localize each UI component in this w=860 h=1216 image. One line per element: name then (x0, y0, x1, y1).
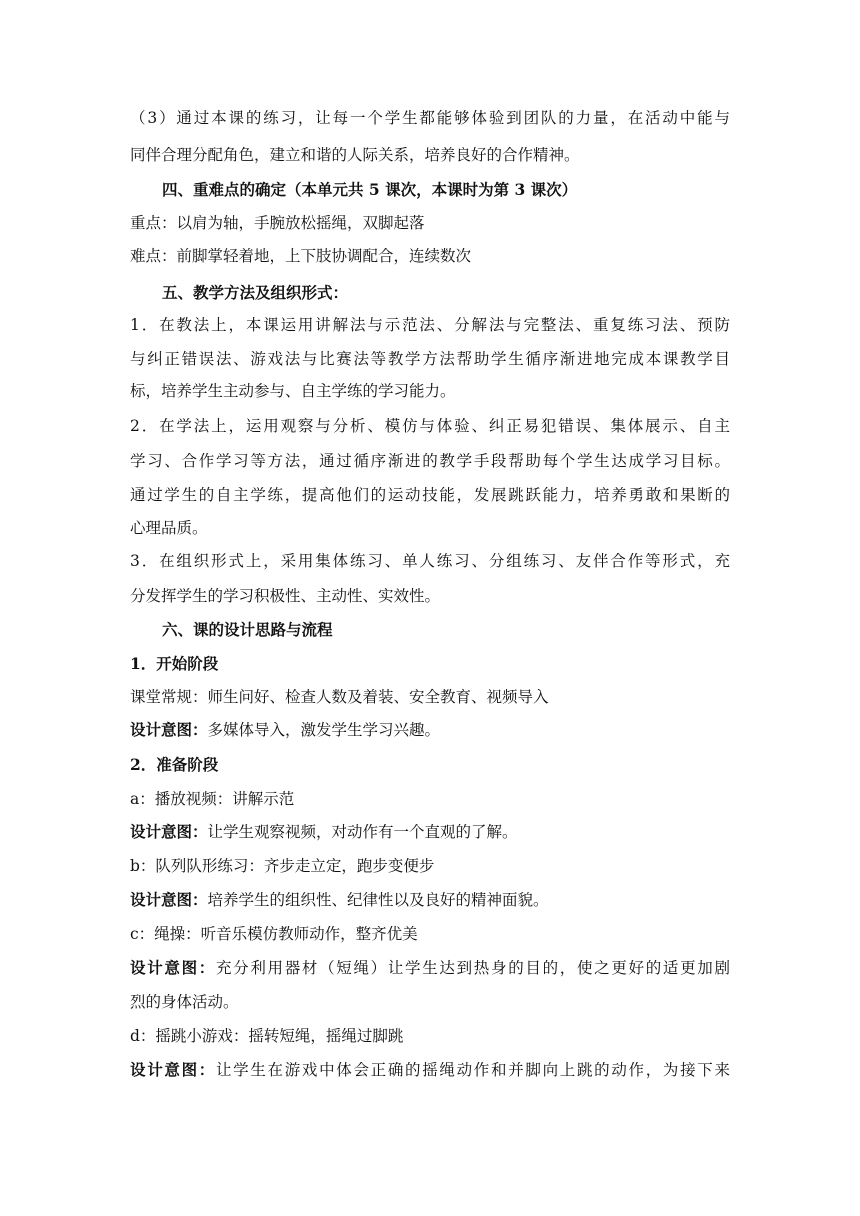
stage-heading: 2．准备阶段 (130, 755, 219, 774)
paragraph-line: 难点：前脚掌轻着地，上下肢协调配合，连续数次 (130, 247, 472, 265)
section-heading: 四、重难点的确定（本单元共 5 课次，本课时为第 3 课次） (162, 180, 578, 199)
paragraph-line: 与纠正错误法、游戏法与比赛法等教学方法帮助学生循序渐进地完成本课教学目 (130, 350, 730, 368)
paragraph-line: 分发挥学生的学习积极性、主动性、实效性。 (130, 587, 441, 605)
paragraph-line: 标，培养学生主动参与、自主学练的学习能力。 (130, 382, 456, 400)
paragraph-line: 通过学生的自主学练，提高他们的运动技能，发展跳跃能力，培养勇敢和果断的 (130, 486, 730, 504)
design-intent-line (130, 1060, 730, 1080)
design-intent-line (130, 822, 730, 842)
paragraph-line: 烈的身体活动。 (130, 993, 239, 1011)
paragraph-line: 2．在学法上，运用观察与分析、模仿与体验、纠正易犯错误、集体展示、自主 (130, 417, 730, 435)
design-intent-line (130, 958, 730, 978)
paragraph-line: 学习、合作学习等方法，通过循序渐进的教学手段帮助每个学生达成学习目标。 (130, 452, 730, 470)
paragraph-line: （3）通过本课的练习，让每一个学生都能够体验到团队的力量，在活动中能与 (130, 109, 730, 127)
section-heading: 六、课的设计思路与流程 (162, 620, 333, 639)
section-heading: 五、教学方法及组织形式： (162, 283, 349, 302)
design-intent-label: 设计意图： (130, 822, 208, 841)
paragraph-line: a：播放视频：讲解示范 (130, 790, 295, 808)
design-intent-label: 设计意图： (130, 720, 208, 739)
paragraph-line: 心理品质。 (130, 519, 208, 537)
paragraph-line: c：绳操：听音乐模仿教师动作，整齐优美 (130, 925, 418, 943)
paragraph-line: 重点：以肩为轴，手腕放松摇绳，双脚起落 (130, 214, 425, 232)
design-intent-text: 让学生在游戏中体会正确的摇绳动作和并脚向上跳的动作，为接下来 (215, 1061, 730, 1079)
paragraph-line: d：摇跳小游戏：摇转短绳，摇绳过脚跳 (130, 1027, 404, 1045)
paragraph-line: b：队列队形练习：齐步走立定，跑步变便步 (130, 857, 435, 875)
design-intent-text: 充分利用器材（短绳）让学生达到热身的目的，使之更好的适更加剧 (215, 959, 730, 977)
paragraph-line: 1．在教法上，本课运用讲解法与示范法、分解法与完整法、重复练习法、预防 (130, 316, 730, 334)
design-intent-text: 多媒体导入，激发学生学习兴趣。 (207, 721, 441, 739)
paragraph-line: 同伴合理分配角色，建立和谐的人际关系，培养良好的合作精神。 (130, 146, 580, 164)
stage-heading: 1．开始阶段 (130, 654, 219, 673)
design-intent-line (130, 720, 730, 740)
design-intent-label: 设计意图： (130, 958, 216, 977)
design-intent-text: 培养学生的组织性、纪律性以及良好的精神面貌。 (207, 891, 549, 909)
design-intent-label: 设计意图： (130, 890, 208, 909)
paragraph-line: 3．在组织形式上，采用集体练习、单人练习、分组练习、友伴合作等形式，充 (130, 552, 730, 570)
paragraph-line: 课堂常规：师生问好、检查人数及着装、安全教育、视频导入 (130, 688, 549, 706)
design-intent-label: 设计意图： (130, 1060, 216, 1079)
design-intent-line (130, 890, 730, 910)
design-intent-text: 让学生观察视频，对动作有一个直观的了解。 (207, 823, 518, 841)
